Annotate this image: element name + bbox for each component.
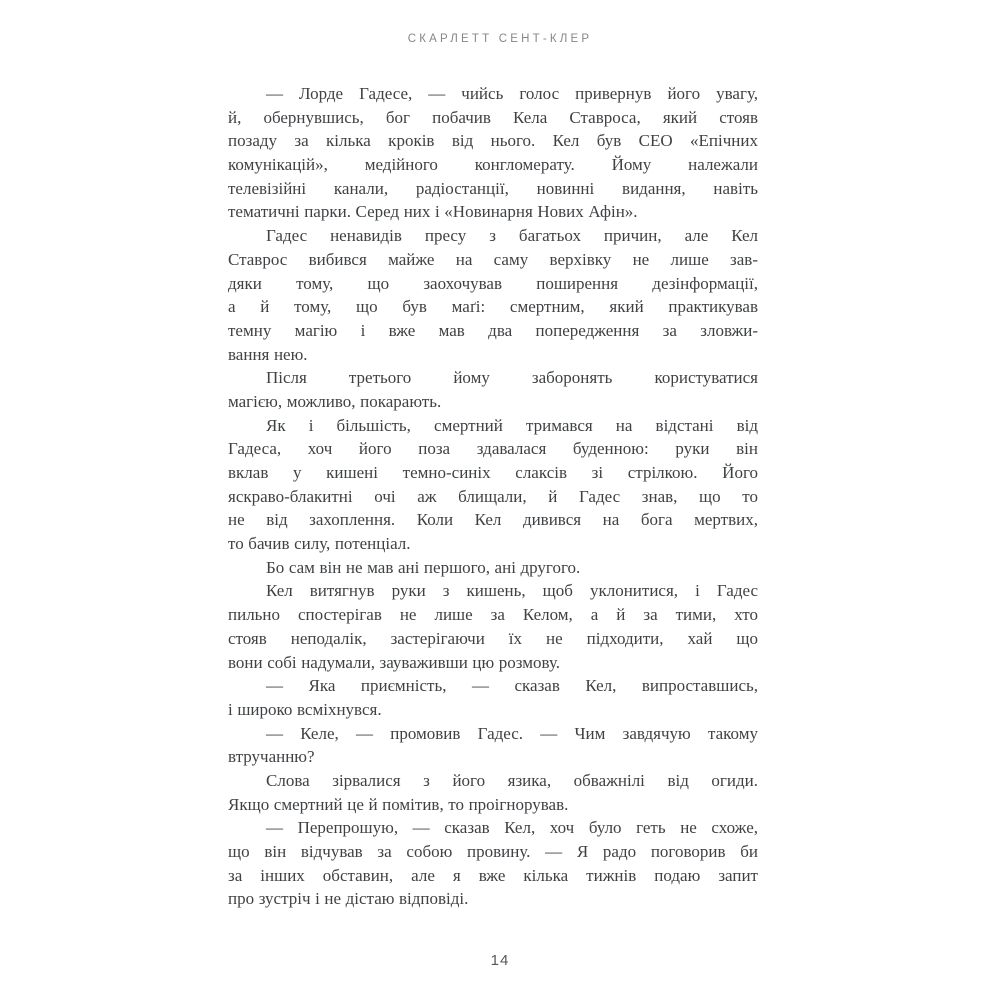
text-line: — Лорде Гадесе, — чийсь голос привернув його увагу, [266, 84, 758, 103]
text-line: Слова зірвалися з його язика, обважнілі від огиди. [266, 770, 758, 790]
text-line: то бачив силу, потенціал. [228, 534, 411, 554]
text-line: — Яка приємність, — сказав Кел, випроставшись, [266, 676, 758, 696]
paragraph [228, 579, 758, 674]
text-line: Ставрос вибився майже на саму верхівку не лише зав- [228, 249, 758, 269]
page-body [228, 82, 758, 911]
text-line: Кел витягнув руки з кишень, щоб уклонитися, і Гадес [266, 581, 758, 601]
page-number: 14 [490, 952, 510, 969]
text-line: Після третього йому заборонять користуватися [266, 368, 758, 388]
text-line: Як і більшість, смертний тримався на відстані від [266, 415, 758, 435]
paragraph [228, 816, 758, 911]
text-line: вони собі надумали, зауваживши цю розмову. [228, 652, 561, 672]
paragraph [228, 769, 758, 816]
text-line: яскраво-блакитні очі аж блищали, й Гадес знав, що то [228, 486, 758, 506]
paragraph [228, 556, 758, 580]
paragraph [228, 414, 758, 556]
paragraph [228, 674, 758, 721]
text-line: й, обернувшись, бог побачив Кела Ставроса, який стояв [228, 107, 758, 127]
text-line: магією, можливо, покарають. [228, 391, 442, 411]
text-line: дяки тому, що заохочував поширення дезінформації, [228, 273, 758, 293]
text-line: втручанню? [228, 747, 315, 767]
paragraph [228, 366, 758, 413]
paragraph [228, 82, 758, 224]
text-line: Гадеса, хоч його поза здавалася буденною: руки він [228, 439, 758, 459]
text-line: комунікацій», медійного конгломерату. Йому належали [228, 155, 758, 175]
text-line: про зустріч і не дістаю відповіді. [228, 889, 469, 909]
text-line: телевізійні канали, радіостанції, новинні видання, навіть [228, 178, 758, 198]
text-line: вклав у кишені темно-синіх слаксів зі стрілкою. Його [228, 463, 758, 482]
paragraph [228, 224, 758, 366]
text-line: Якщо смертний це й помітив, то проігнорував. [228, 794, 569, 814]
text-line: темну магію і вже мав два попередження за зловжи- [228, 320, 758, 340]
paragraph [228, 722, 758, 769]
text-line: Бо сам він не мав ані першого, ані другого. [266, 557, 581, 577]
text-line: тематичні парки. Серед них і «Новинарня Нових Афін». [228, 202, 638, 222]
text-line: позаду за кілька кроків від нього. Кел був СЕО «Епічних [228, 131, 758, 151]
text-line: а й тому, що був маґі: смертним, який практикував [228, 297, 758, 317]
text-line: що він відчував за собою провину. — Я радо поговорив би [228, 842, 758, 861]
running-head: СКАРЛЕТТ СЕНТ-КЛЕР [407, 33, 593, 45]
text-line: Гадес ненавидів пресу з багатьох причин, але Кел [266, 226, 758, 246]
text-line: за інших обставин, але я вже кілька тижнів подаю запит [228, 865, 758, 885]
text-line: пильно спостерігав не лише за Келом, а й за тими, хто [228, 605, 758, 625]
text-line: і широко всміхнувся. [228, 699, 382, 719]
text-line: не від захоплення. Коли Кел дивився на бога мертвих, [228, 510, 758, 530]
text-line: стояв неподалік, застерігаючи їх не підходити, хай що [228, 628, 758, 648]
page-footer [0, 952, 1000, 970]
text-line: — Перепрошую, — сказав Кел, хоч було геть не схоже, [266, 818, 758, 838]
text-line: вання нею. [228, 344, 308, 364]
text-line: — Келе, — промовив Гадес. — Чим завдячую такому [266, 723, 758, 743]
